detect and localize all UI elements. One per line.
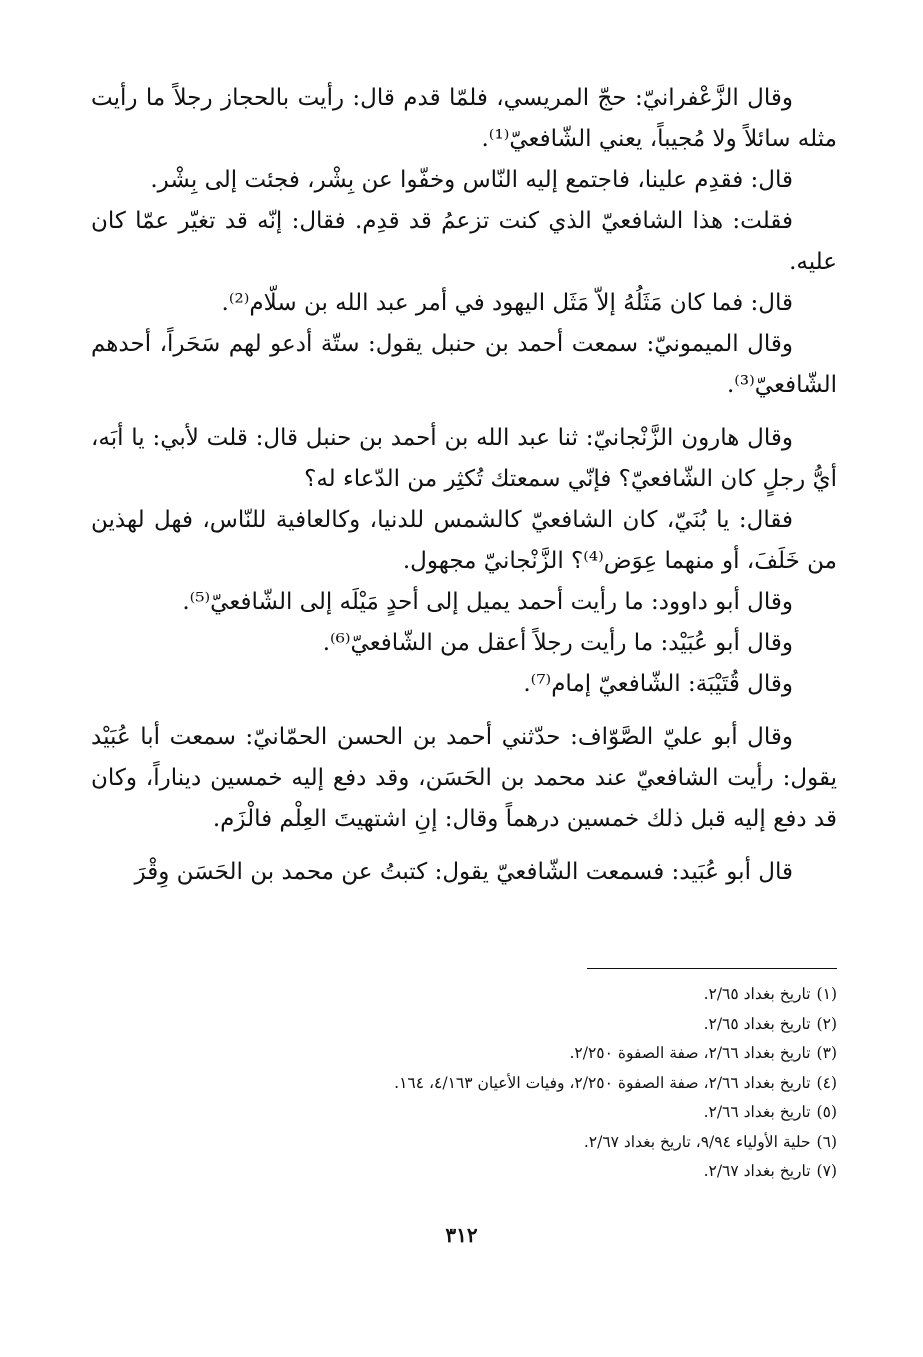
paragraph-qutayba: وقال قُتَيْبَة: الشّافعيّ إمام⁽⁷⁾.	[523, 671, 793, 697]
paragraph-kutubtu: قال أبو عُبَيد: فسمعت الشّافعيّ يقول: كتبتُ عن محمد بن الحَسَن وِقْرَ	[134, 859, 793, 885]
paragraph-abu-ubayd: وقال أبو عُبَيْد: ما رأيت رجلاً أعقل من الشّافعيّ⁽⁶⁾.	[322, 630, 793, 656]
paragraph-ibn-salam: قال: فما كان مَثَلُهُ إلاّ مَثَل اليهود في أمر عبد الله بن سلّام⁽²⁾.	[221, 290, 793, 316]
footnote-item	[91, 1098, 837, 1128]
footnote-text: تاريخ بغداد ٢/٦٦، صفة الصفوة ٢/٢٥٠، وفيات الأعيان ٤/١٦٣، ١٦٤.	[394, 1073, 811, 1092]
paragraph-zafarani: وقال الزَّعْفرانيّ: حجّ المريسي، فلمّا قدم قال: رأيت بالحجاز رجلاً ما رأيت مثله سائلاً ولا مُجيباً، يعني الشّافعيّ⁽¹⁾.	[91, 85, 837, 152]
footnote-item	[91, 1157, 837, 1187]
page-number: ٣١٢	[445, 1223, 478, 1247]
paragraph-zanjani: وقال هارون الزَّنْجانيّ: ثنا عبد الله بن أحمد بن حنبل قال: قلت لأبي: يا أبَه، أيُّ رجلٍ كان الشّافعيّ؟ فإنّي سمعتك تُكثِر من الدّعاء له؟	[91, 425, 837, 492]
footnote-divider	[587, 968, 837, 969]
footnote-text: تاريخ بغداد ٢/٦٥.	[703, 1014, 811, 1033]
footnote-number: (٧)	[816, 1162, 837, 1180]
footnote-text: تاريخ بغداد ٢/٦٥.	[703, 985, 811, 1003]
footnote-number: (٣)	[816, 1044, 837, 1062]
footnote-item	[91, 1039, 837, 1069]
paragraph-bishr: قال: فقدِم علينا، فاجتمع إليه النّاس وخفّوا عن بِشْر، فجئت إلى بِشْر.	[150, 167, 793, 193]
footnote-number: (٢)	[816, 1014, 837, 1033]
footnote-text: تاريخ بغداد ٢/٦٦، صفة الصفوة ٢/٢٥٠.	[569, 1044, 811, 1062]
paragraph-abu-dawud: وقال أبو داوود: ما رأيت أحمد يميل إلى أحدٍ مَيْلَه إلى الشّافعيّ⁽⁵⁾.	[182, 589, 793, 615]
footnote-number: (١)	[816, 985, 837, 1003]
footnote-number: (٥)	[816, 1103, 837, 1121]
footnote-item	[91, 980, 837, 1010]
footnote-number: (٦)	[816, 1132, 837, 1151]
paragraph-sun-analogy: فقال: يا بُنَيّ، كان الشافعيّ كالشمس للدنيا، وكالعافية للنّاس، فهل لهذين من خَلَفَ، أو منهما عِوَض⁽⁴⁾؟ الزَّنْجانيّ مجهول.	[91, 507, 837, 574]
footnote-item	[91, 1010, 837, 1040]
paragraph-shafii-arrived: فقلت: هذا الشافعيّ الذي كنت تزعمُ قد قدِم. فقال: إنّه قد تغيّر عمّا كان عليه.	[91, 208, 837, 275]
main-text	[91, 78, 837, 893]
footnote-text: تاريخ بغداد ٢/٦٦.	[703, 1103, 811, 1121]
footnote-item	[91, 1128, 837, 1158]
paragraph-maymuni: وقال الميمونيّ: سمعت أحمد بن حنبل يقول: ستّة أدعو لهم سَحَراً، أحدهم الشّافعيّ⁽³⁾.	[91, 331, 837, 398]
footnotes	[91, 980, 837, 1187]
footnote-text: حلية الأولياء ٩/٩٤، تاريخ بغداد ٢/٦٧.	[583, 1132, 811, 1151]
footnote-number: (٤)	[816, 1073, 837, 1092]
paragraph-sawwaf: وقال أبو عليّ الصَّوّاف: حدّثني أحمد بن الحسن الحمّانيّ: سمعت أبا عُبَيْد يقول: رأيت الشافعيّ عند محمد بن الحَسَن، وقد دفع إليه خمسين ديناراً، وكان قد دفع إليه قبل ذلك خمسين درهماً وقال: إنِ اشتهيتَ العِلْم فالْزَم.	[91, 724, 837, 832]
footnote-item	[91, 1069, 837, 1099]
footnote-text: تاريخ بغداد ٢/٦٧.	[703, 1162, 811, 1180]
